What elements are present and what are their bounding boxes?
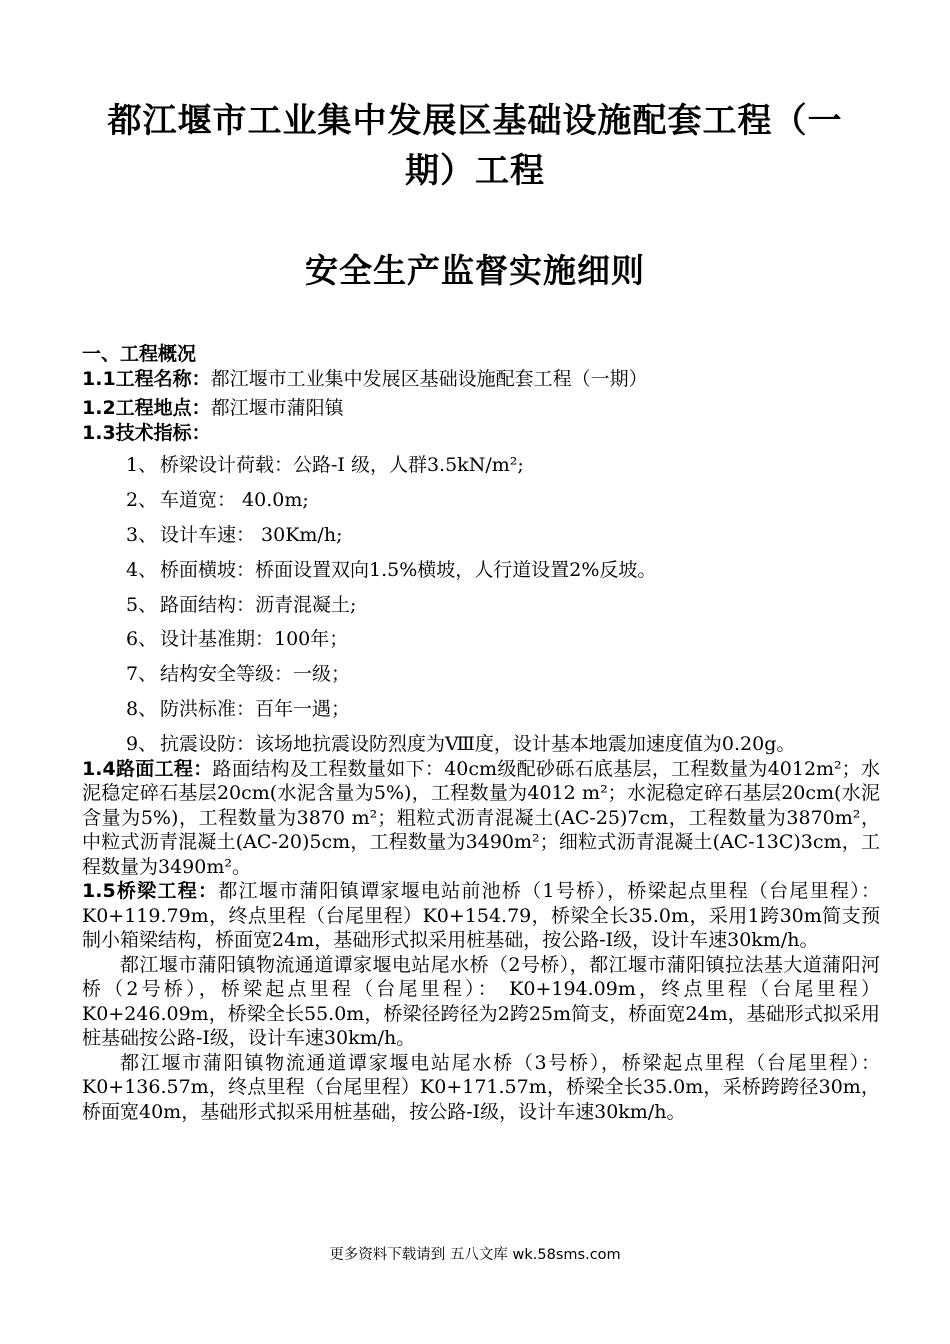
section-heading: 一、工程概况 (82, 343, 197, 365)
road-text: 路面结构及工程数量如下：40cm级配砂砾石底基层，工程数量为4012m²；水泥稳定碎石基层20cm(水泥含量为5%)，工程数量为4012 m²；水泥稳定碎石基层20cm(水泥含量为5%)，工程数量为3870 m²；粗粒式沥青混凝土(AC-25)7cm，工程数量为3870m²，中粒式沥青混凝土(AC-20)5cm，工程数量为3490m²；细粒式沥青混凝土(AC-13C)3cm，工程数量为3490m²。 (82, 757, 880, 878)
tech-list (82, 453, 880, 757)
tech-item-number: 7、 (126, 663, 158, 686)
tech-item-text: 设计车速： 30Km/h; (160, 523, 343, 546)
tech-item-text: 结构安全等级：一级； (160, 663, 351, 686)
tech-item (82, 488, 880, 513)
project-name-value: 都江堰市工业集中发展区基础设施配套工程（一期） (210, 367, 648, 390)
tech-item-number: 2、 (126, 488, 158, 511)
project-name-row (82, 367, 880, 392)
tech-item (82, 732, 880, 757)
bridge-paragraph-3: 都江堰市蒲阳镇物流通道谭家堰电站尾水桥（3号桥），桥梁起点里程（台尾里程）：K0+136.57m，终点里程（台尾里程）K0+171.57m，桥梁全长35.0m，采桥跨跨径30m，桥面宽40m，基础形式拟采用桩基础，按公路-I级，设计车速30km/h。 (82, 1051, 880, 1123)
tech-item (82, 697, 880, 722)
bridge-paragraph (82, 879, 880, 953)
tech-item-text: 抗震设防：该场地抗震设防烈度为Ⅷ度，设计基本地震加速度值为0.20g。 (160, 733, 796, 756)
bridge-text: 都江堰市蒲阳镇谭家堰电站前池桥（1号桥），桥梁起点里程（台尾里程）：K0+119.79m，终点里程（台尾里程）K0+154.79，桥梁全长35.0m，采用1跨30m简支预制小箱梁结构，桥面宽24m，基础形式拟采用桩基础，按公路-I级，设计车速30km/h。 (82, 880, 880, 952)
footer-text: 更多资料下载请到 五八文库 wk.58sms.com (329, 1247, 621, 1263)
location-value: 都江堰市蒲阳镇 (210, 397, 344, 419)
document-body (82, 342, 880, 1124)
tech-item-text: 桥面横坡：桥面设置双向1.5%横坡，人行道设置2%反坡。 (160, 558, 657, 581)
bridge-paragraph-2: 都江堰市蒲阳镇物流通道谭家堰电站尾水桥（2号桥），都江堰市蒲阳镇拉法基大道蒲阳河桥（2号桥），桥梁起点里程（台尾里程）： K0+194.09m，终点里程（台尾里程）K0+246.09m，桥梁全长55.0m，桥梁径跨径为2跨25m简支，桥面宽24m，基础形式拟采用桩基础按公路-I级，设计车速30km/h。 (82, 953, 880, 1050)
bridge-label: 1.5桥梁工程： (82, 880, 219, 903)
tech-item-text: 设计基准期：100年； (160, 628, 349, 651)
tech-item (82, 593, 880, 618)
tech-item (82, 558, 880, 583)
tech-item-text: 车道宽： 40.0m; (160, 488, 309, 511)
tech-item-number: 8、 (126, 698, 158, 721)
tech-item-text: 桥梁设计荷载：公路-Ⅰ 级，人群3.5kN/m²; (160, 454, 524, 476)
tech-item-number: 4、 (126, 558, 158, 581)
tech-item (82, 662, 880, 687)
location-row (82, 396, 880, 421)
project-name-label: 1.1工程名称： (82, 367, 211, 390)
tech-item-number: 9、 (126, 733, 158, 756)
tech-item-number: 6、 (126, 628, 158, 651)
tech-item (82, 453, 880, 478)
location-label: 1.2工程地点： (82, 397, 211, 419)
tech-item-number: 1、 (126, 454, 158, 476)
tech-item-number: 3、 (126, 523, 158, 546)
tech-label: 1.3技术指标： (82, 421, 211, 444)
road-label: 1.4路面工程： (82, 757, 213, 780)
tech-item (82, 627, 880, 652)
tech-item-text: 路面结构：沥青混凝土; (160, 593, 357, 616)
road-paragraph (82, 757, 880, 880)
document-title-line1: 都江堰市工业集中发展区基础设施配套工程（一 (107, 101, 843, 141)
tech-item (82, 523, 880, 548)
document-title-line2: 期）工程 (405, 151, 545, 191)
tech-item-number: 5、 (126, 593, 158, 616)
tech-label-row (82, 421, 880, 446)
document-subtitle: 安全生产监督实施细则 (305, 251, 645, 290)
tech-item-text: 防洪标准：百年一遇； (160, 698, 351, 721)
